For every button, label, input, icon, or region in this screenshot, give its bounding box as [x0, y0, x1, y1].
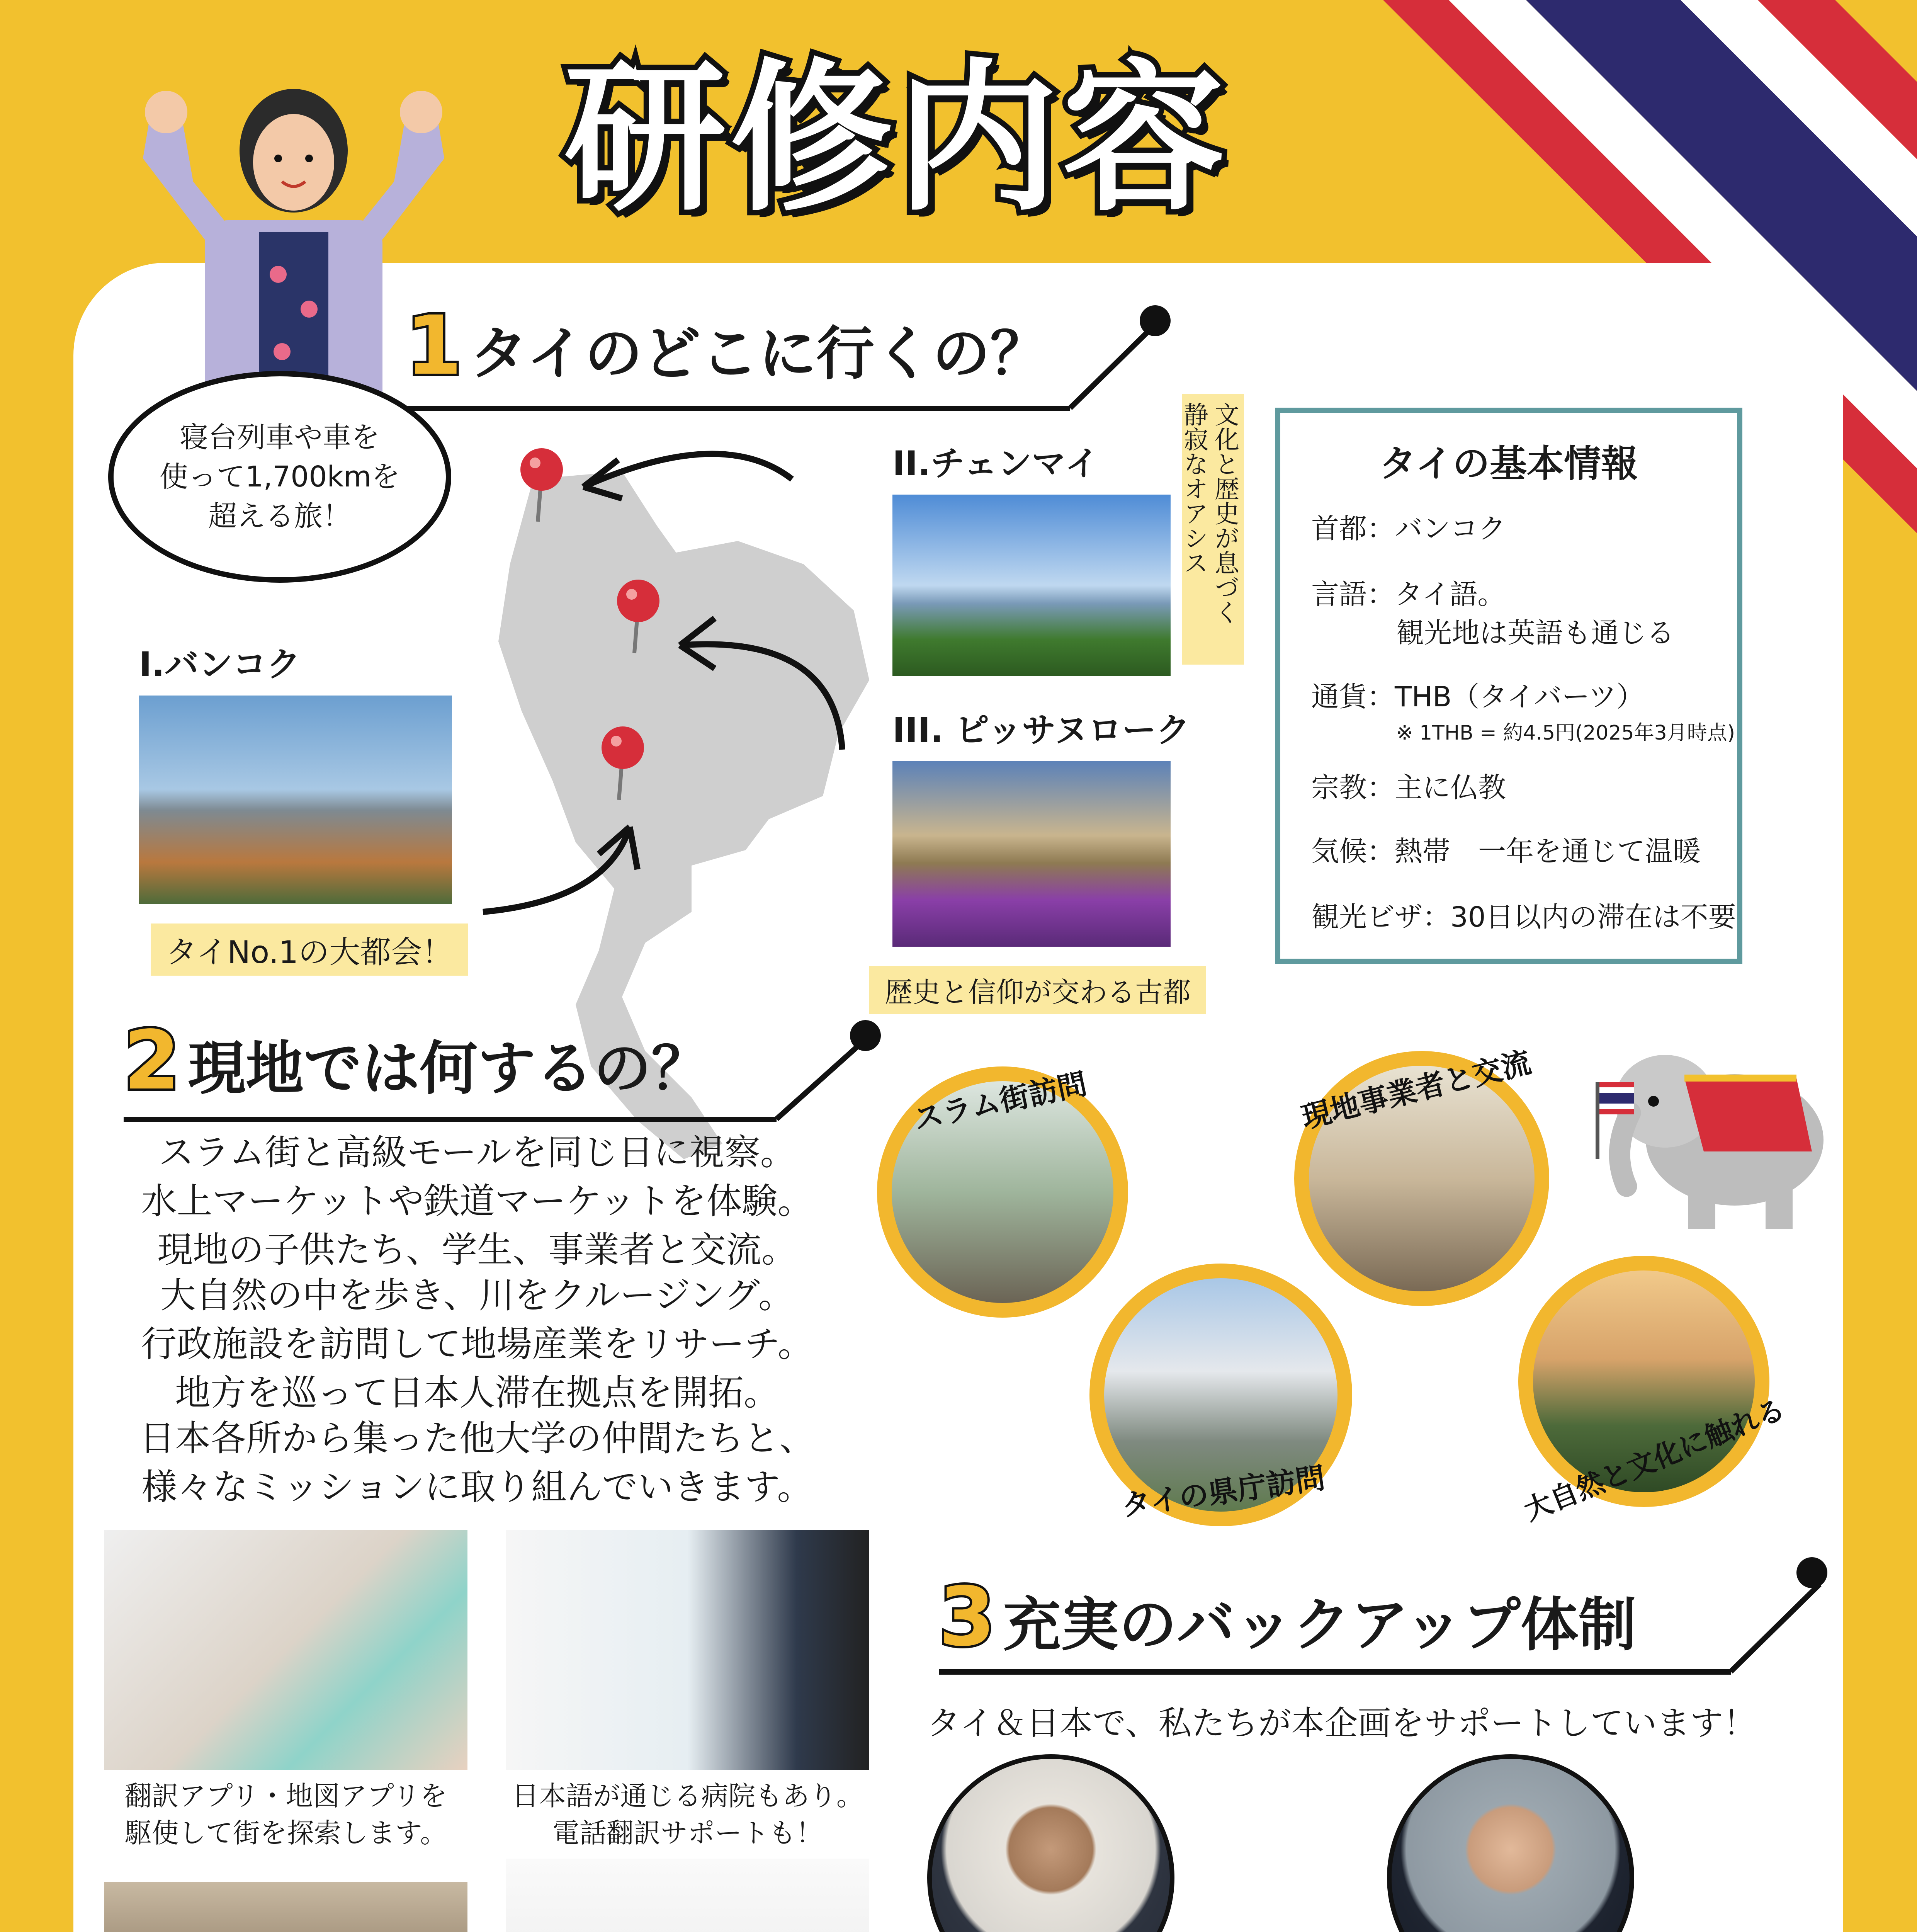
section3-title: 充実のバックアップ体制 — [1003, 1592, 1637, 1659]
section2-title: 現地では何するの？ — [188, 1035, 710, 1102]
info-visa: 観光ビザ：30日以内の滞在は不要 — [1311, 901, 1736, 933]
arrow-bangkok-icon — [475, 811, 645, 927]
map-pin-bangkok-icon — [599, 723, 649, 808]
info-climate: 気候：熱帯 一年を通じて温暖 — [1311, 835, 1701, 867]
elephant-illustration — [1596, 1024, 1843, 1240]
info-currency-note: ※ 1THB = 約4.5円(2025年3月時点) — [1396, 721, 1735, 745]
section2-paragraph-3 — [135, 1414, 819, 1512]
info-language-note: 観光地は英語も通じる — [1396, 617, 1675, 649]
chiangmai-photo — [892, 495, 1171, 676]
chiangmai-tagline: 文化と歴史が息づく 静寂なオアシス — [1182, 394, 1244, 665]
nature-culture-label: 大自然と文化に触れる — [1519, 1392, 1790, 1527]
section1-heading — [406, 298, 1049, 393]
info-box-title: タイの基本情報 — [1379, 442, 1638, 485]
section2-heading — [124, 1013, 710, 1108]
para1-line1: スラム街と高級モールを同じ日に視察。 — [158, 1132, 796, 1173]
doctor-photo — [506, 1530, 869, 1770]
arrow-phitsanulok-icon — [657, 603, 858, 757]
prefecture-office-label: タイの県庁訪問 — [1119, 1460, 1327, 1523]
local-business-label: 現地事業者と交流 — [1298, 1044, 1535, 1135]
bangkok-tagline: タイNo.1の大都会！ — [151, 923, 468, 976]
phitsanulok-photo — [892, 761, 1171, 947]
section2-dot — [850, 1020, 881, 1051]
para1-line3: 現地の子供たち、学生、事業者と交流。 — [157, 1229, 797, 1270]
section1-title: タイのどこに行くの？ — [470, 320, 1049, 388]
travel-speech-bubble: 寝台列車や車を 使って1,700kmを 超える旅！ — [108, 371, 451, 583]
doctor-caption: 日本語が通じる病院もあり。 電話翻訳サポートも！ — [512, 1780, 863, 1849]
section2-number: 2 — [124, 1013, 180, 1108]
arrow-chiangmai-icon — [560, 429, 800, 514]
writing-photo — [506, 1859, 869, 1932]
section3-number: 3 — [939, 1570, 996, 1664]
para1-line2: 水上マーケットや鉄道マーケットを体験。 — [141, 1180, 813, 1222]
section3-rule — [939, 1669, 1731, 1675]
section3-heading — [939, 1570, 1637, 1664]
section3-lead: タイ＆日本で、私たちが本企画をサポートしています！ — [927, 1704, 1757, 1743]
info-currency: 通貨：THB（タイバーツ） — [1311, 680, 1644, 713]
section2-paragraph-1 — [135, 1128, 819, 1274]
section3-dot — [1796, 1557, 1827, 1588]
thailand-info-box — [1275, 408, 1742, 964]
para2-line3: 地方を巡って日本人滞在拠点を開拓。 — [175, 1372, 779, 1413]
para2-line1: 大自然の中を歩き、川をクルージング。 — [160, 1275, 794, 1316]
section1-rule — [406, 406, 1070, 411]
section2-paragraph-2 — [135, 1271, 819, 1417]
bangkok-photo — [139, 696, 452, 904]
section3-rule-diagonal — [1727, 1577, 1827, 1677]
phitsanulok-tagline: 歴史と信仰が交わる古都 — [869, 966, 1206, 1014]
phitsanulok-label: III. ピッサヌローク — [892, 710, 1190, 750]
info-capital: 首都：バンコク — [1311, 512, 1506, 545]
section2-rule — [124, 1117, 777, 1122]
info-language: 言語：タイ語。 — [1311, 578, 1506, 611]
section1-number: 1 — [406, 298, 462, 393]
para3-line1: 日本各所から集った他大学の仲間たちと、 — [139, 1418, 815, 1459]
section1-dot — [1140, 305, 1171, 336]
friends-photo — [104, 1882, 467, 1932]
slum-visit-label: スラム街訪問 — [910, 1066, 1090, 1137]
info-religion: 宗教：主に仏教 — [1311, 771, 1506, 804]
smartphone-caption: 翻訳アプリ・地図アプリを 駆使して街を探索します。 — [124, 1780, 447, 1849]
bangkok-label: I.バンコク — [139, 645, 301, 684]
chiangmai-label: II.チェンマイ — [892, 444, 1099, 483]
smartphone-photo — [104, 1530, 467, 1770]
para2-line2: 行政施設を訪問して地場産業をリサーチ。 — [141, 1323, 813, 1365]
para3-line2: 様々なミッションに取り組んでいきます。 — [141, 1466, 813, 1508]
page-title: 研修内容 — [564, 44, 1229, 233]
